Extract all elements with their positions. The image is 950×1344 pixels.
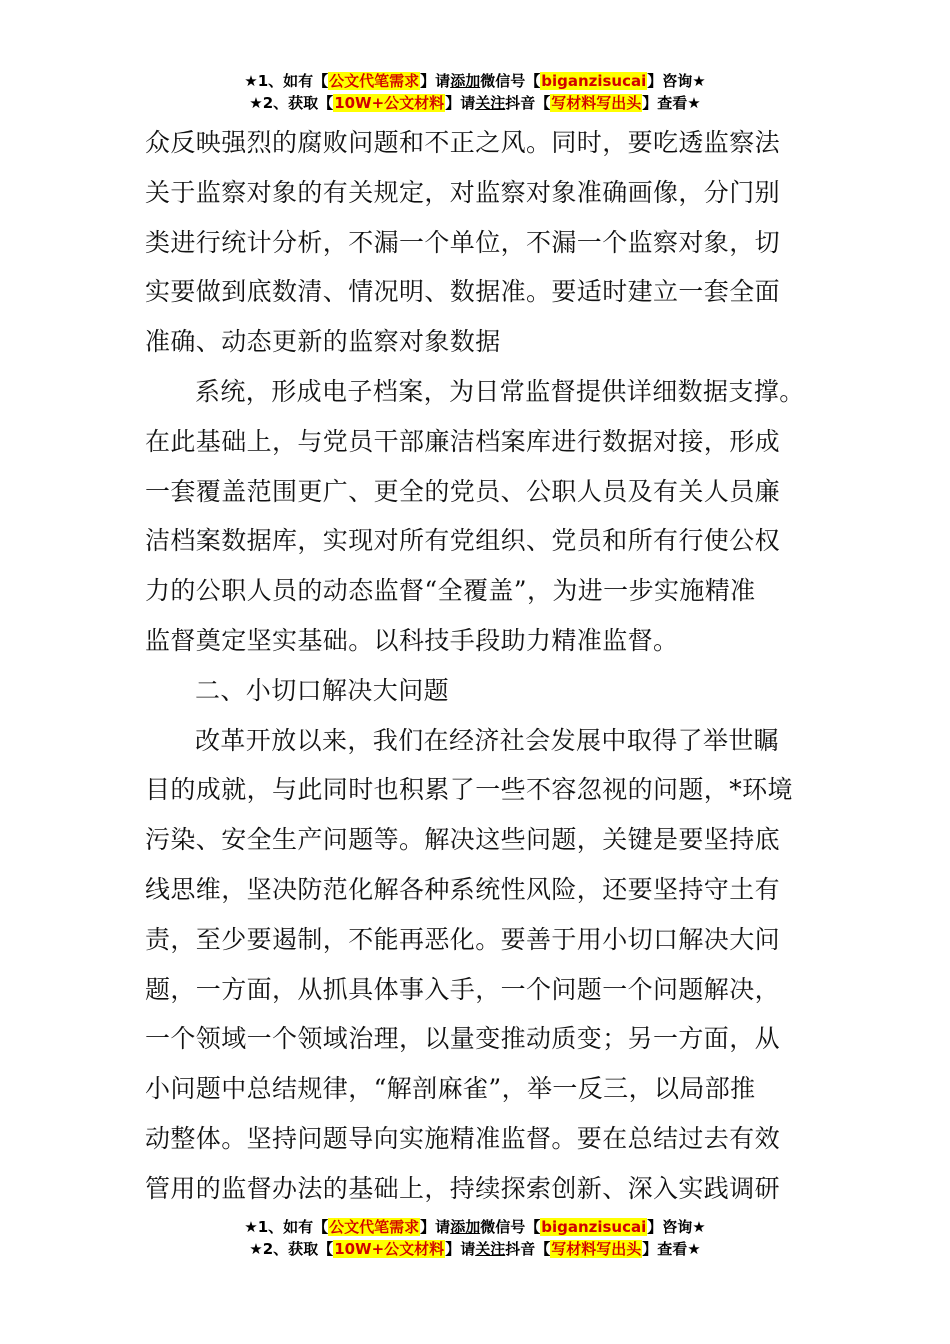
footer-banner [0, 1216, 950, 1260]
body-line: 线思维，坚决防范化解各种系统性风险，还要坚持守土有 [145, 874, 781, 904]
douyin-account-highlight: 写材料写出头 [551, 1240, 642, 1258]
footer-banner-line-1: ★1、如有【公文代笔需求】请添加微信号【biganzisucai】咨询★ [244, 1218, 706, 1236]
body-line: 改革开放以来，我们在经济社会发展中取得了举世瞩 [195, 725, 780, 755]
body-line: 实要做到底数清、情况明、数据准。要适时建立一套全面 [145, 277, 781, 307]
body-line: 污染、安全生产问题等。解决这些问题，关键是要坚持底 [145, 825, 781, 855]
header-banner-line-2: ★2、获取【10W+公文材料】请关注抖音【写材料写出头】查看★ [249, 94, 701, 112]
body-line: 系统，形成电子档案，为日常监督提供详细数据支撑。 [195, 376, 805, 406]
wechat-id-highlight: biganzisucai [541, 72, 647, 90]
body-line: 小问题中总结规律，“解剖麻雀”，举一反三，以局部推 [145, 1074, 756, 1104]
footer-banner-line-2: ★2、获取【10W+公文材料】请关注抖音【写材料写出头】查看★ [249, 1240, 701, 1258]
body-line: 关于监察对象的有关规定，对监察对象准确画像，分门别 [145, 177, 781, 207]
body-line: 监督奠定坚实基础。以科技手段助力精准监督。 [145, 625, 679, 655]
body-line: 力的公职人员的动态监督“全覆盖”，为进一步实施精准 [145, 576, 756, 606]
body-line: 一个领域一个领域治理，以量变推动质变；另一方面，从 [145, 1024, 781, 1054]
materials-highlight: 10W+公文材料 [334, 1240, 445, 1258]
materials-highlight: 10W+公文材料 [334, 94, 445, 112]
section-heading: 二、小切口解决大问题 [195, 675, 450, 705]
body-line: 目的成就，与此同时也积累了一些不容忽视的问题，*环境 [145, 775, 793, 805]
body-line: 准确、动态更新的监察对象数据 [145, 327, 501, 357]
body-line: 类进行统计分析，不漏一个单位，不漏一个监察对象，切 [145, 227, 781, 257]
wechat-id-highlight: biganzisucai [541, 1218, 647, 1236]
body-line: 众反映强烈的腐败问题和不正之风。同时，要吃透监察法 [145, 128, 781, 157]
header-banner [0, 70, 950, 114]
douyin-account-highlight: 写材料写出头 [551, 94, 642, 112]
body-line: 管用的监督办法的基础上，持续探索创新、深入实践调研 [145, 1173, 781, 1203]
body-line: 责，至少要遏制，不能再恶化。要善于用小切口解决大问 [145, 924, 781, 954]
body-line: 在此基础上，与党员干部廉洁档案库进行数据对接，形成 [145, 426, 781, 456]
document-body [145, 118, 825, 1214]
body-line: 题，一方面，从抓具体事入手，一个问题一个问题解决， [145, 974, 781, 1004]
ghostwriting-highlight: 公文代笔需求 [329, 72, 420, 90]
body-line: 一套覆盖范围更广、更全的党员、公职人员及有关人员廉 [145, 476, 781, 506]
ghostwriting-highlight: 公文代笔需求 [329, 1218, 420, 1236]
header-banner-line-1: ★1、如有【公文代笔需求】请添加微信号【biganzisucai】咨询★ [244, 72, 706, 90]
body-line: 洁档案数据库，实现对所有党组织、党员和所有行使公权 [145, 526, 781, 556]
body-line: 动整体。坚持问题导向实施精准监督。要在总结过去有效 [145, 1123, 781, 1153]
